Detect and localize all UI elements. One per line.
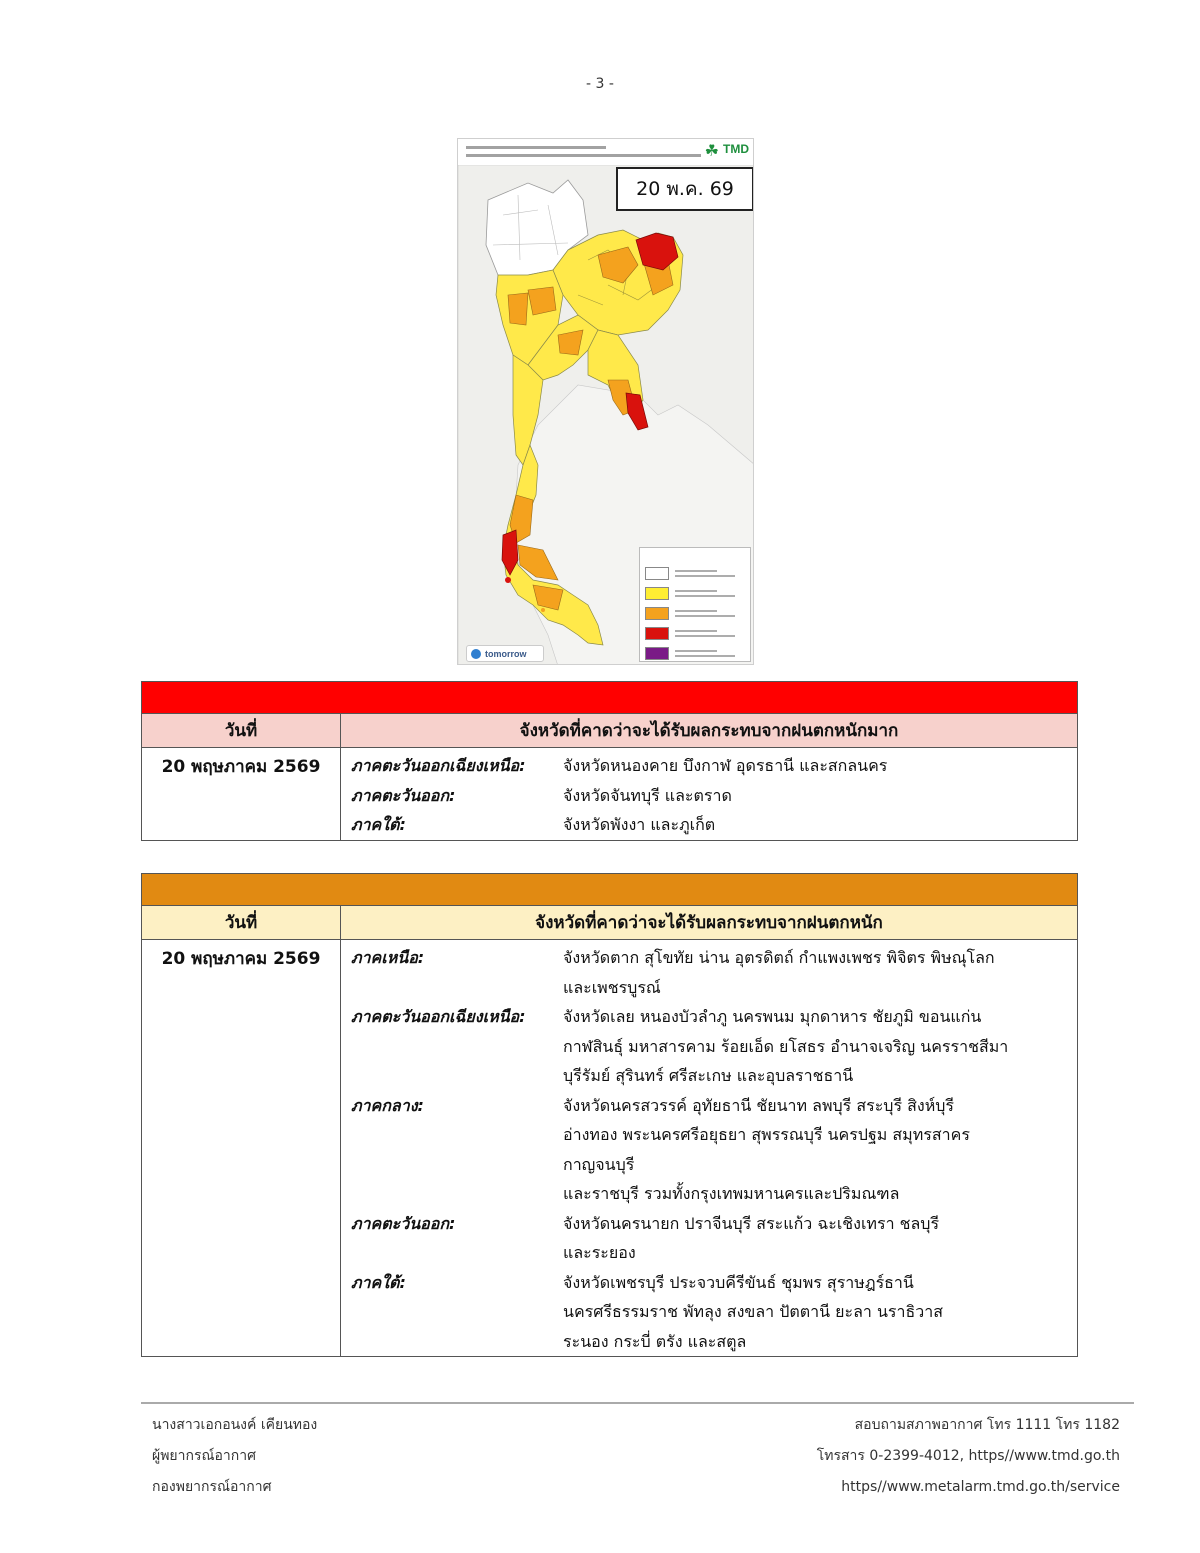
forecaster-title: ผู้พยากรณ์อากาศ [152, 1448, 256, 1464]
footer-right [817, 1410, 1120, 1503]
region-row [351, 1268, 1069, 1357]
region-row [351, 1091, 1069, 1209]
province-line: กาฬสินธุ์ มหาสารคาม ร้อยเอ็ด ยโสธร อำนาจเจริญ นครราชสีมา [563, 1036, 1009, 1056]
region-provinces [563, 751, 1069, 781]
row-date: 20 พฤษภาคม 2569 [142, 748, 341, 840]
tomorrow-badge-text: tomorrow [485, 648, 527, 659]
heavy-rain-table [141, 873, 1078, 1357]
very-heavy-table-header [142, 714, 1077, 748]
region-provinces [563, 1002, 1069, 1091]
metalarm-link[interactable]: https//www.metalarm.tmd.go.th/service [841, 1479, 1120, 1495]
tmd-logo-icon: ☘ [704, 141, 719, 160]
legend-swatch [645, 607, 669, 620]
region-provinces [563, 810, 1069, 840]
region-name: ภาคตะวันออกเฉียงเหนือ: [351, 1007, 526, 1026]
header-area: จังหวัดที่คาดว่าจะได้รับผลกระทบจากฝนตกหนัก [535, 913, 883, 933]
legend-swatch [645, 587, 669, 600]
region-list [341, 748, 1077, 840]
heavy-table-header [142, 906, 1077, 940]
table-row [142, 748, 1077, 840]
map-header [458, 139, 753, 165]
very-heavy-rain-table [141, 681, 1078, 841]
province-line: จังหวัดเพชรบุรี ประจวบคีรีขันธ์ ชุมพร สุราษฎร์ธานี [563, 1272, 914, 1292]
legend-swatch [645, 627, 669, 640]
table-row [142, 940, 1077, 1356]
legend-swatch [645, 567, 669, 580]
region-name: ภาคใต้: [351, 815, 406, 834]
region-row [351, 751, 1069, 781]
header-date: วันที่ [142, 906, 341, 939]
map-date-label: 20 พ.ค. 69 [616, 167, 754, 211]
province-line: นครศรีธรรมราช พัทลุง สงขลา ปัตตานี ยะลา นราธิวาส [563, 1302, 943, 1321]
heavy-rain-bar [142, 874, 1077, 906]
region-row [351, 943, 1069, 1002]
province-line: กาญจนบุรี [563, 1154, 635, 1174]
province-line: จังหวัดนครสวรรค์ อุทัยธานี ชัยนาท ลพบุรี สระบุรี สิงห์บุรี [563, 1095, 955, 1115]
rainfall-map [457, 138, 754, 665]
legend-row [645, 623, 745, 643]
forecast-division: กองพยากรณ์อากาศ [152, 1479, 272, 1495]
region-list [341, 940, 1077, 1356]
region-row [351, 1209, 1069, 1268]
header-area: จังหวัดที่คาดว่าจะได้รับผลกระทบจากฝนตกหนักมาก [519, 721, 899, 741]
page-number: - 3 - [586, 76, 614, 92]
legend-title [645, 552, 745, 559]
region-name: ภาคกลาง: [351, 1095, 424, 1115]
province-line: ระนอง กระบี่ ตรัง และสตูล [563, 1331, 747, 1351]
region-provinces [563, 1268, 1069, 1357]
province-line: และเพชรบูรณ์ [563, 977, 661, 997]
province-line: จังหวัดหนองคาย บึงกาฬ อุดรธานี และสกลนคร [563, 756, 888, 775]
province-line: จังหวัดตาก สุโขทัย น่าน อุตรดิตถ์ กำแพงเพชร พิจิตร พิษณุโลก [563, 948, 995, 967]
forecaster-name: นางสาวเอกอนงค์ เคียนทอง [152, 1417, 318, 1433]
region-name: ภาคตะวันออกเฉียงเหนือ: [351, 756, 526, 775]
province-line: จังหวัดนครนายก ปราจีนบุรี สระแก้ว ฉะเชิงเทรา ชลบุรี [563, 1213, 940, 1233]
contact-fax-website: โทรสาร 0-2399-4012, https//www.tmd.go.th [816, 1448, 1120, 1464]
legend-row [645, 563, 745, 583]
province-line: จังหวัดเลย หนองบัวลำภู นครพนม มุกดาหาร ชัยภูมิ ขอนแก่น [563, 1007, 982, 1026]
map-legend [639, 547, 751, 662]
footer-left [152, 1410, 317, 1503]
province-line: และราชบุรี รวมทั้งกรุงเทพมหานครและปริมณฑล [563, 1184, 900, 1203]
region-provinces [563, 943, 1069, 1002]
region-row [351, 781, 1069, 811]
tmd-logo-text: TMD [723, 142, 749, 156]
legend-row [645, 583, 745, 603]
legend-swatch [645, 647, 669, 660]
region-row [351, 1002, 1069, 1091]
tomorrow-badge [466, 645, 544, 662]
very-heavy-rain-bar [142, 682, 1077, 714]
row-date: 20 พฤษภาคม 2569 [142, 940, 341, 1356]
province-line: และระยอง [563, 1243, 636, 1262]
region-provinces [563, 1091, 1069, 1209]
region-provinces [563, 1209, 1069, 1268]
province-line: จังหวัดจันทบุรี และตราด [563, 785, 732, 805]
header-date: วันที่ [142, 714, 341, 747]
region-name: ภาคตะวันออก: [351, 1213, 456, 1233]
legend-row [645, 603, 745, 623]
region-provinces [563, 781, 1069, 811]
region-name: ภาคใต้: [351, 1272, 406, 1292]
tomorrow-logo-icon [471, 649, 481, 659]
legend-row [645, 643, 745, 663]
province-line: บุรีรัมย์ สุรินทร์ ศรีสะเกษ และอุบลราชธานี [563, 1066, 854, 1085]
province-line: อ่างทอง พระนครศรีอยุธยา สุพรรณบุรี นครปฐม สมุทรสาคร [563, 1125, 970, 1144]
region-name: ภาคเหนือ: [351, 948, 425, 967]
region-name: ภาคตะวันออก: [351, 785, 456, 805]
footer-divider [141, 1402, 1134, 1404]
province-line: จังหวัดพังงา และภูเก็ต [563, 815, 716, 834]
region-row [351, 810, 1069, 840]
contact-phone: สอบถามสภาพอากาศ โทร 1111 โทร 1182 [854, 1417, 1120, 1433]
